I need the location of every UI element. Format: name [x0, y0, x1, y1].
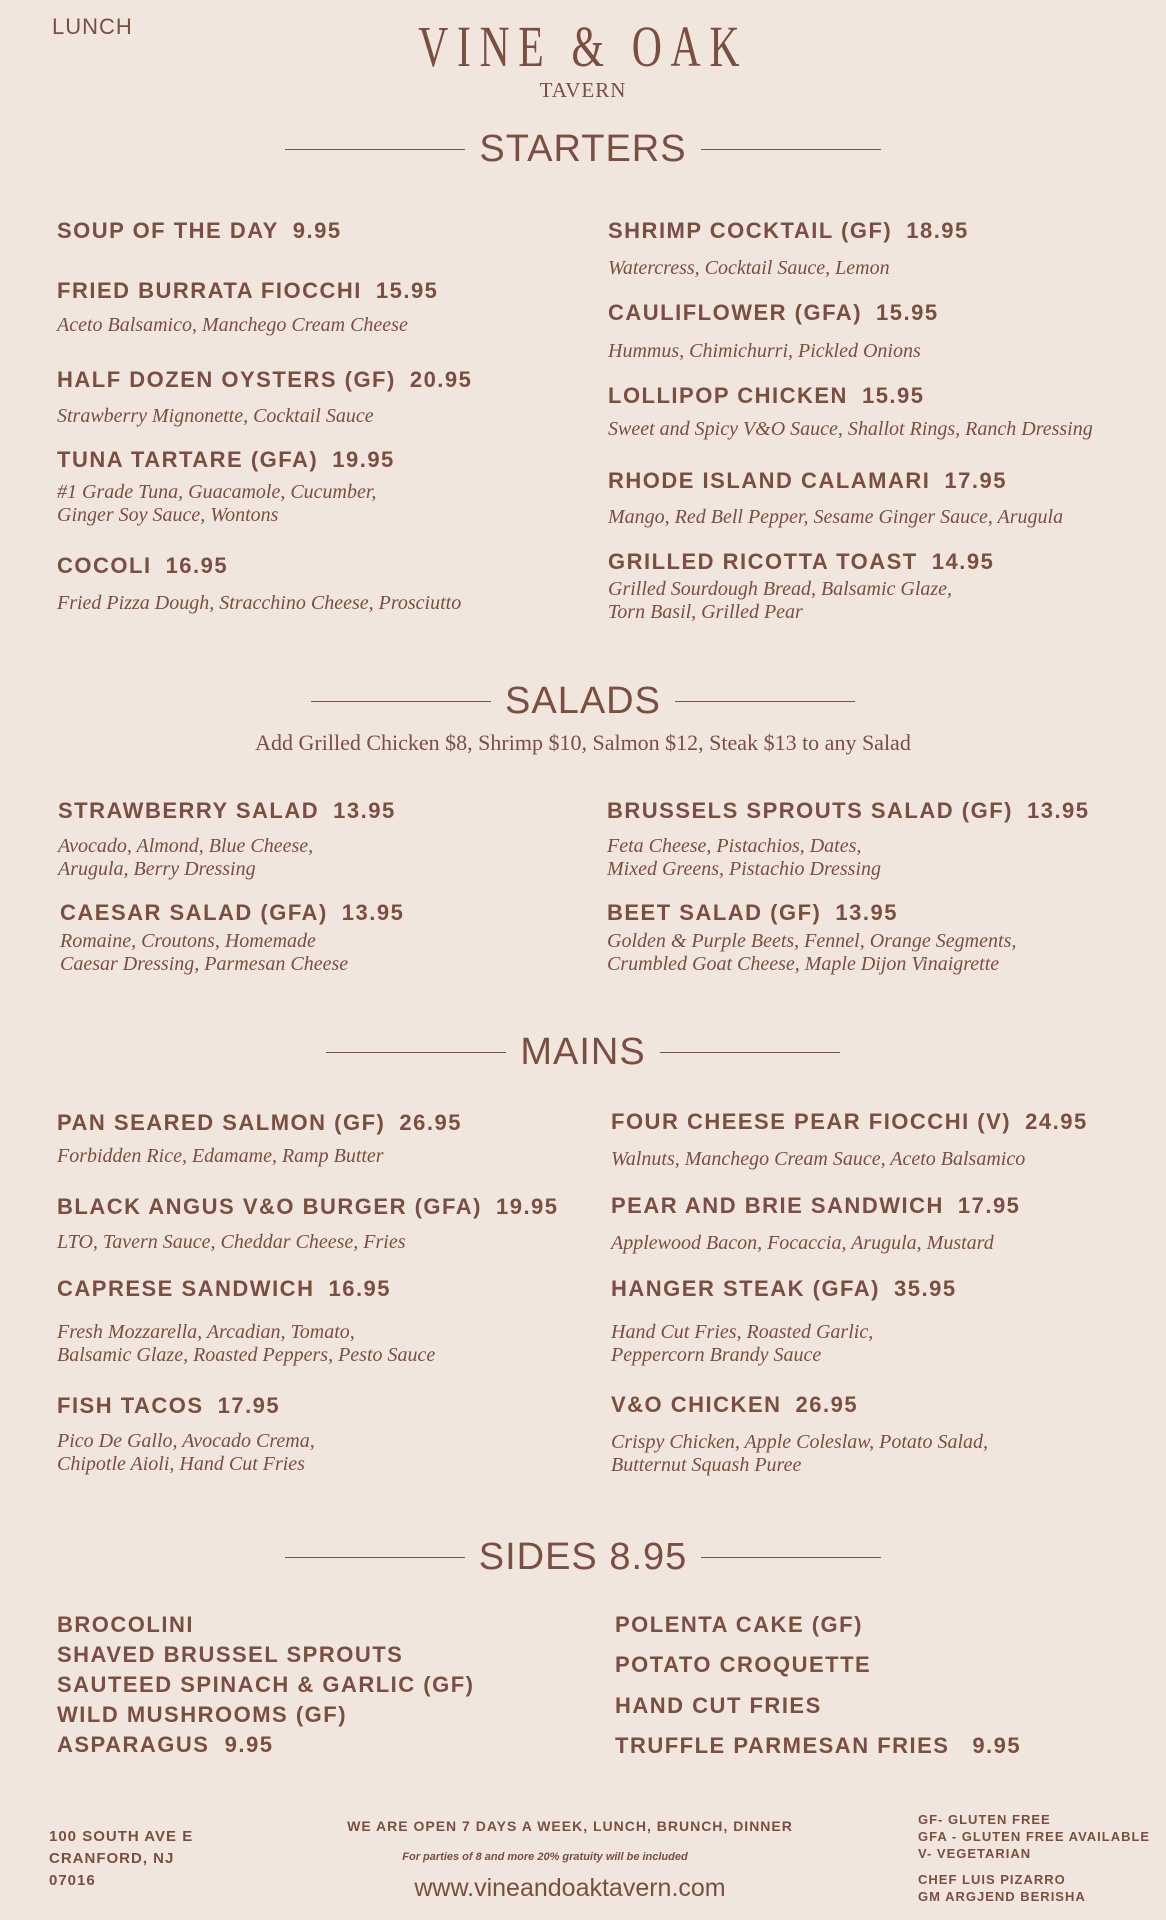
- menu-item-description: Watercress, Cocktail Sauce, Lemon: [608, 257, 890, 279]
- menu-item-description: Feta Cheese, Pistachios, Dates, Mixed Greens, Pistachio Dressing: [607, 835, 882, 880]
- side-item: WILD MUSHROOMS (GF): [57, 1702, 348, 1727]
- staff-credits: [918, 1871, 1086, 1905]
- dietary-legend: [918, 1811, 1150, 1862]
- menu-item-name: TUNA TARTARE (GFA) 19.95: [57, 447, 395, 472]
- menu-item-name: BLACK ANGUS V&O BURGER (GFA) 19.95: [57, 1194, 559, 1219]
- price: 20.95: [409, 367, 473, 392]
- price: 16.95: [165, 553, 229, 578]
- price: 19.95: [495, 1194, 559, 1219]
- sides-heading: [0, 1538, 1166, 1576]
- menu-item-description: Pico De Gallo, Avocado Crema, Chipotle Aioli, Hand Cut Fries: [57, 1430, 315, 1475]
- menu-item-description: Grilled Sourdough Bread, Balsamic Glaze, Torn Basil, Grilled Pear: [608, 578, 953, 623]
- gratuity-note: For parties of 8 and more 20% gratuity will be included: [402, 1851, 688, 1863]
- price: 16.95: [328, 1276, 392, 1301]
- price: 9.95: [292, 218, 342, 243]
- menu-item-name: FRIED BURRATA FIOCCHI 15.95: [57, 278, 439, 303]
- menu-item-description: Crispy Chicken, Apple Coleslaw, Potato Salad, Butternut Squash Puree: [611, 1431, 989, 1476]
- menu-item-name: HANGER STEAK (GFA) 35.95: [611, 1276, 957, 1301]
- menu-item-description: Applewood Bacon, Focaccia, Arugula, Mustard: [611, 1232, 994, 1254]
- menu-item-name: GRILLED RICOTTA TOAST 14.95: [608, 549, 995, 574]
- side-item: POLENTA CAKE (GF): [615, 1612, 863, 1637]
- side-item: SAUTEED SPINACH & GARLIC (GF): [57, 1672, 475, 1697]
- menu-item-name: FOUR CHEESE PEAR FIOCCHI (V) 24.95: [611, 1109, 1088, 1134]
- brand-logo: [0, 14, 1166, 103]
- hours-text: WE ARE OPEN 7 DAYS A WEEK, LUNCH, BRUNCH, DINNER: [347, 1818, 793, 1834]
- menu-item-description: LTO, Tavern Sauce, Cheddar Cheese, Fries: [57, 1231, 406, 1253]
- side-item: SHAVED BRUSSEL SPROUTS: [57, 1642, 404, 1667]
- menu-item-name: SOUP OF THE DAY 9.95: [57, 218, 342, 243]
- price: 13.95: [341, 900, 405, 925]
- price: 26.95: [795, 1392, 859, 1417]
- menu-item-name: LOLLIPOP CHICKEN 15.95: [608, 383, 925, 408]
- menu-item-name: PEAR AND BRIE SANDWICH 17.95: [611, 1193, 1021, 1218]
- brand-name: VINE & OAK: [418, 14, 748, 79]
- salads-heading: [0, 682, 1166, 720]
- price: 17.95: [944, 468, 1007, 493]
- side-item: HAND CUT FRIES: [615, 1693, 822, 1718]
- legend-line: V- VEGETARIAN: [918, 1846, 1032, 1861]
- menu-item-description: Strawberry Mignonette, Cocktail Sauce: [57, 405, 374, 427]
- menu-item-name: CAULIFLOWER (GFA) 15.95: [608, 300, 939, 325]
- price: 17.95: [957, 1193, 1021, 1218]
- menu-item-name: STRAWBERRY SALAD 13.95: [58, 798, 396, 823]
- divider-line: [311, 701, 491, 702]
- address-line: CRANFORD, NJ: [49, 1850, 175, 1867]
- menu-item-description: Hummus, Chimichurri, Pickled Onions: [608, 340, 921, 362]
- menu-item-description: Golden & Purple Beets, Fennel, Orange Segments, Crumbled Goat Cheese, Maple Dijon Vinaigrette: [607, 930, 1017, 975]
- menu-item-description: #1 Grade Tuna, Guacamole, Cucumber, Ginger Soy Sauce, Wontons: [57, 481, 377, 526]
- address-block: [49, 1826, 193, 1892]
- brand-subtitle: TAVERN: [539, 78, 627, 102]
- address-line: 07016: [49, 1872, 96, 1889]
- menu-item-name: FISH TACOS 17.95: [57, 1393, 281, 1418]
- menu-item-name: BRUSSELS SPROUTS SALAD (GF) 13.95: [607, 798, 1090, 823]
- menu-item-description: Fresh Mozzarella, Arcadian, Tomato, Balsamic Glaze, Roasted Peppers, Pesto Sauce: [57, 1321, 436, 1366]
- price: 13.95: [1026, 798, 1090, 823]
- divider-line: [285, 1557, 465, 1558]
- menu-item-name: CAESAR SALAD (GFA) 13.95: [60, 900, 405, 925]
- divider-line: [675, 701, 855, 702]
- divider-line: [326, 1052, 506, 1053]
- menu-item-description: Mango, Red Bell Pepper, Sesame Ginger Sauce, Arugula: [608, 506, 1064, 528]
- menu-item-description: Romaine, Croutons, Homemade Caesar Dressing, Parmesan Cheese: [60, 930, 349, 975]
- starters-heading: [0, 130, 1166, 168]
- website-link[interactable]: www.vineandoaktavern.com: [414, 1874, 726, 1902]
- menu-item-description: Sweet and Spicy V&O Sauce, Shallot Rings, Ranch Dressing: [608, 418, 1093, 440]
- side-item: TRUFFLE PARMESAN FRIES 9.95: [615, 1733, 1022, 1758]
- menu-item-description: Avocado, Almond, Blue Cheese, Arugula, Berry Dressing: [58, 835, 314, 880]
- menu-item-name: PAN SEARED SALMON (GF) 26.95: [57, 1110, 462, 1135]
- price: 15.95: [375, 278, 439, 303]
- side-item: POTATO CROQUETTE: [615, 1652, 872, 1677]
- menu-item-name: SHRIMP COCKTAIL (GF) 18.95: [608, 218, 969, 243]
- menu-item-description: Fried Pizza Dough, Stracchino Cheese, Prosciutto: [57, 592, 462, 614]
- divider-line: [701, 1557, 881, 1558]
- price: 15.95: [876, 300, 939, 325]
- section-title: MAINS: [520, 1031, 646, 1073]
- price: 15.95: [861, 383, 925, 408]
- divider-line: [285, 149, 465, 150]
- menu-item-name: RHODE ISLAND CALAMARI 17.95: [608, 468, 1007, 493]
- menu-item-name: HALF DOZEN OYSTERS (GF) 20.95: [57, 367, 473, 392]
- legend-line: GF- GLUTEN FREE: [918, 1812, 1051, 1827]
- salad-add-on-note: Add Grilled Chicken $8, Shrimp $10, Salmon $12, Steak $13 to any Salad: [255, 730, 911, 755]
- section-title: SALADS: [505, 680, 661, 722]
- menu-item-description: Forbidden Rice, Edamame, Ramp Butter: [57, 1145, 384, 1167]
- price: 13.95: [333, 798, 396, 823]
- price: 24.95: [1025, 1109, 1088, 1134]
- menu-item-name: COCOLI 16.95: [57, 553, 229, 578]
- price: 17.95: [217, 1393, 281, 1418]
- legend-line: GFA - GLUTEN FREE AVAILABLE: [918, 1829, 1151, 1844]
- divider-line: [660, 1052, 840, 1053]
- menu-item-description: Hand Cut Fries, Roasted Garlic, Peppercorn Brandy Sauce: [611, 1321, 874, 1366]
- price: 35.95: [894, 1276, 957, 1301]
- price: 18.95: [906, 218, 969, 243]
- mains-heading: [0, 1033, 1166, 1071]
- address-line: 100 SOUTH AVE E: [49, 1828, 194, 1845]
- staff-line: GM ARGJEND BERISHA: [918, 1889, 1086, 1904]
- menu-item-name: BEET SALAD (GF) 13.95: [607, 900, 898, 925]
- price: 26.95: [399, 1110, 462, 1135]
- side-item: ASPARAGUS 9.95: [57, 1732, 274, 1757]
- section-title: STARTERS: [479, 128, 687, 170]
- menu-item-name: CAPRESE SANDWICH 16.95: [57, 1276, 392, 1301]
- menu-item-description: Aceto Balsamico, Manchego Cream Cheese: [57, 314, 408, 336]
- staff-line: CHEF LUIS PIZARRO: [918, 1872, 1066, 1887]
- menu-label: LUNCH: [52, 14, 133, 39]
- price: 14.95: [931, 549, 995, 574]
- side-item: BROCOLINI: [57, 1612, 194, 1637]
- divider-line: [701, 149, 881, 150]
- section-title: SIDES 8.95: [478, 1536, 688, 1578]
- price: 19.95: [332, 447, 395, 472]
- price: 13.95: [835, 900, 898, 925]
- menu-item-description: Walnuts, Manchego Cream Sauce, Aceto Balsamico: [611, 1148, 1026, 1170]
- menu-item-name: V&O CHICKEN 26.95: [611, 1392, 859, 1417]
